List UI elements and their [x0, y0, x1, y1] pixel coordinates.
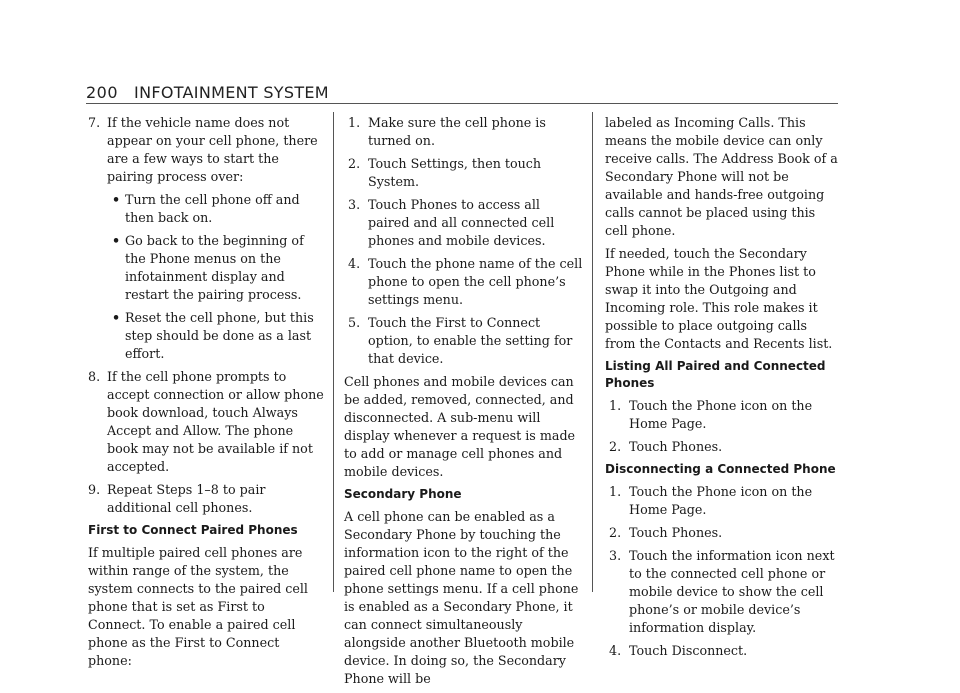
step-number: 7. — [88, 115, 101, 130]
list-item — [605, 397, 841, 433]
paragraph: A cell phone can be enabled as a Secondary Phone by touching the information icon to the right of the paired cell phone name to open the phone settings menu. If a cell phone is enabled as a Secondary Phone, it can connect simultaneously alongside another Bluetooth mobile device. In doing so, the Secondary Phone will be — [344, 509, 579, 686]
bullet-icon: • — [112, 233, 121, 248]
paragraph: If needed, touch the Secondary Phone while in the Phones list to swap it into the Outgoing and Incoming role. This role makes it possible to place outgoing calls from the Contacts and Recents list. — [605, 246, 833, 351]
step-number: 1. — [348, 115, 361, 130]
list-item — [605, 438, 841, 456]
section-heading: First to Connect Paired Phones — [88, 523, 298, 537]
step-text: Make sure the cell phone is turned on. — [368, 115, 546, 148]
step-number: 2. — [609, 525, 622, 540]
bullet-text: Reset the cell phone, but this step should be done as a last effort. — [125, 310, 314, 361]
page-header — [86, 83, 838, 102]
list-item — [344, 155, 584, 191]
step-number: 9. — [88, 482, 101, 497]
step-number: 2. — [609, 439, 622, 454]
bullet-item — [88, 309, 324, 363]
list-item — [88, 368, 324, 476]
column-divider-1 — [333, 112, 334, 592]
step-text: If the cell phone prompts to accept connection or allow phone book download, touch Always Accept and Allow. The phone book may not be available if not accepted. — [107, 369, 324, 474]
header-rule — [86, 103, 838, 104]
step-number: 8. — [88, 369, 101, 384]
bullet-icon: • — [112, 310, 121, 325]
bullet-text: Turn the cell phone off and then back on. — [125, 192, 300, 225]
column-divider-2 — [592, 112, 593, 592]
list-item — [344, 314, 584, 368]
bullet-text: Go back to the beginning of the Phone menus on the infotainment display and restart the pairing process. — [125, 233, 304, 302]
step-number: 1. — [609, 484, 622, 499]
step-text: Touch Phones. — [629, 525, 723, 540]
paragraph: If multiple paired cell phones are within range of the system, the system connects to the paired cell phone that is set as First to Connect. To enable a paired cell phone as the First to Connect phone: — [88, 545, 308, 668]
list-item — [88, 481, 324, 517]
step-text: Touch Phones to access all paired and all connected cell phones and mobile devices. — [368, 197, 555, 248]
step-number: 4. — [348, 256, 361, 271]
step-text: Touch the Phone icon on the Home Page. — [629, 484, 813, 517]
step-number: 2. — [348, 156, 361, 171]
bullet-item — [88, 232, 324, 304]
list-item — [605, 524, 841, 542]
list-item — [344, 255, 584, 309]
step-number: 3. — [609, 548, 622, 563]
step-number: 4. — [609, 643, 622, 658]
bullet-icon: • — [112, 192, 121, 207]
section-heading: Disconnecting a Connected Phone — [605, 462, 836, 476]
step-number: 1. — [609, 398, 622, 413]
section-title: INFOTAINMENT SYSTEM — [134, 83, 329, 102]
section-heading: Secondary Phone — [344, 487, 462, 501]
step-text: Touch Phones. — [629, 439, 723, 454]
column-3 — [605, 114, 841, 665]
list-item — [344, 114, 584, 150]
step-text: Touch the Phone icon on the Home Page. — [629, 398, 813, 431]
step-text: Touch the First to Connect option, to enable the setting for that device. — [368, 315, 573, 366]
step-number: 3. — [348, 197, 361, 212]
column-2 — [344, 114, 584, 693]
step-text: Touch Disconnect. — [629, 643, 748, 658]
column-1 — [88, 114, 324, 675]
page-number: 200 — [86, 83, 119, 102]
step-text: If the vehicle name does not appear on your cell phone, there are a few ways to start the pairing process over: — [107, 115, 318, 184]
step-text: Touch the information icon next to the connected cell phone or mobile device to show the cell phone’s or mobile device’s information display. — [629, 548, 835, 635]
step-text: Touch the phone name of the cell phone to open the cell phone’s settings menu. — [368, 256, 583, 307]
bullet-item — [88, 191, 324, 227]
step-text: Repeat Steps 1–8 to pair additional cell phones. — [107, 482, 266, 515]
section-heading: Listing All Paired and Connected Phones — [605, 359, 826, 390]
step-text: Touch Settings, then touch System. — [368, 156, 542, 189]
paragraph: Cell phones and mobile devices can be added, removed, connected, and disconnected. A sub-menu will display whenever a request is made to add or manage cell phones and mobile devices. — [344, 374, 576, 479]
list-item — [605, 483, 841, 519]
list-item — [605, 642, 841, 660]
paragraph: labeled as Incoming Calls. This means the mobile device can only receive calls. The Address Book of a Secondary Phone will not be available and hands-free outgoing calls cannot be placed using this cell phone. — [605, 115, 838, 238]
list-item — [605, 547, 841, 637]
list-item — [344, 196, 584, 250]
list-item — [88, 114, 324, 186]
step-number: 5. — [348, 315, 361, 330]
